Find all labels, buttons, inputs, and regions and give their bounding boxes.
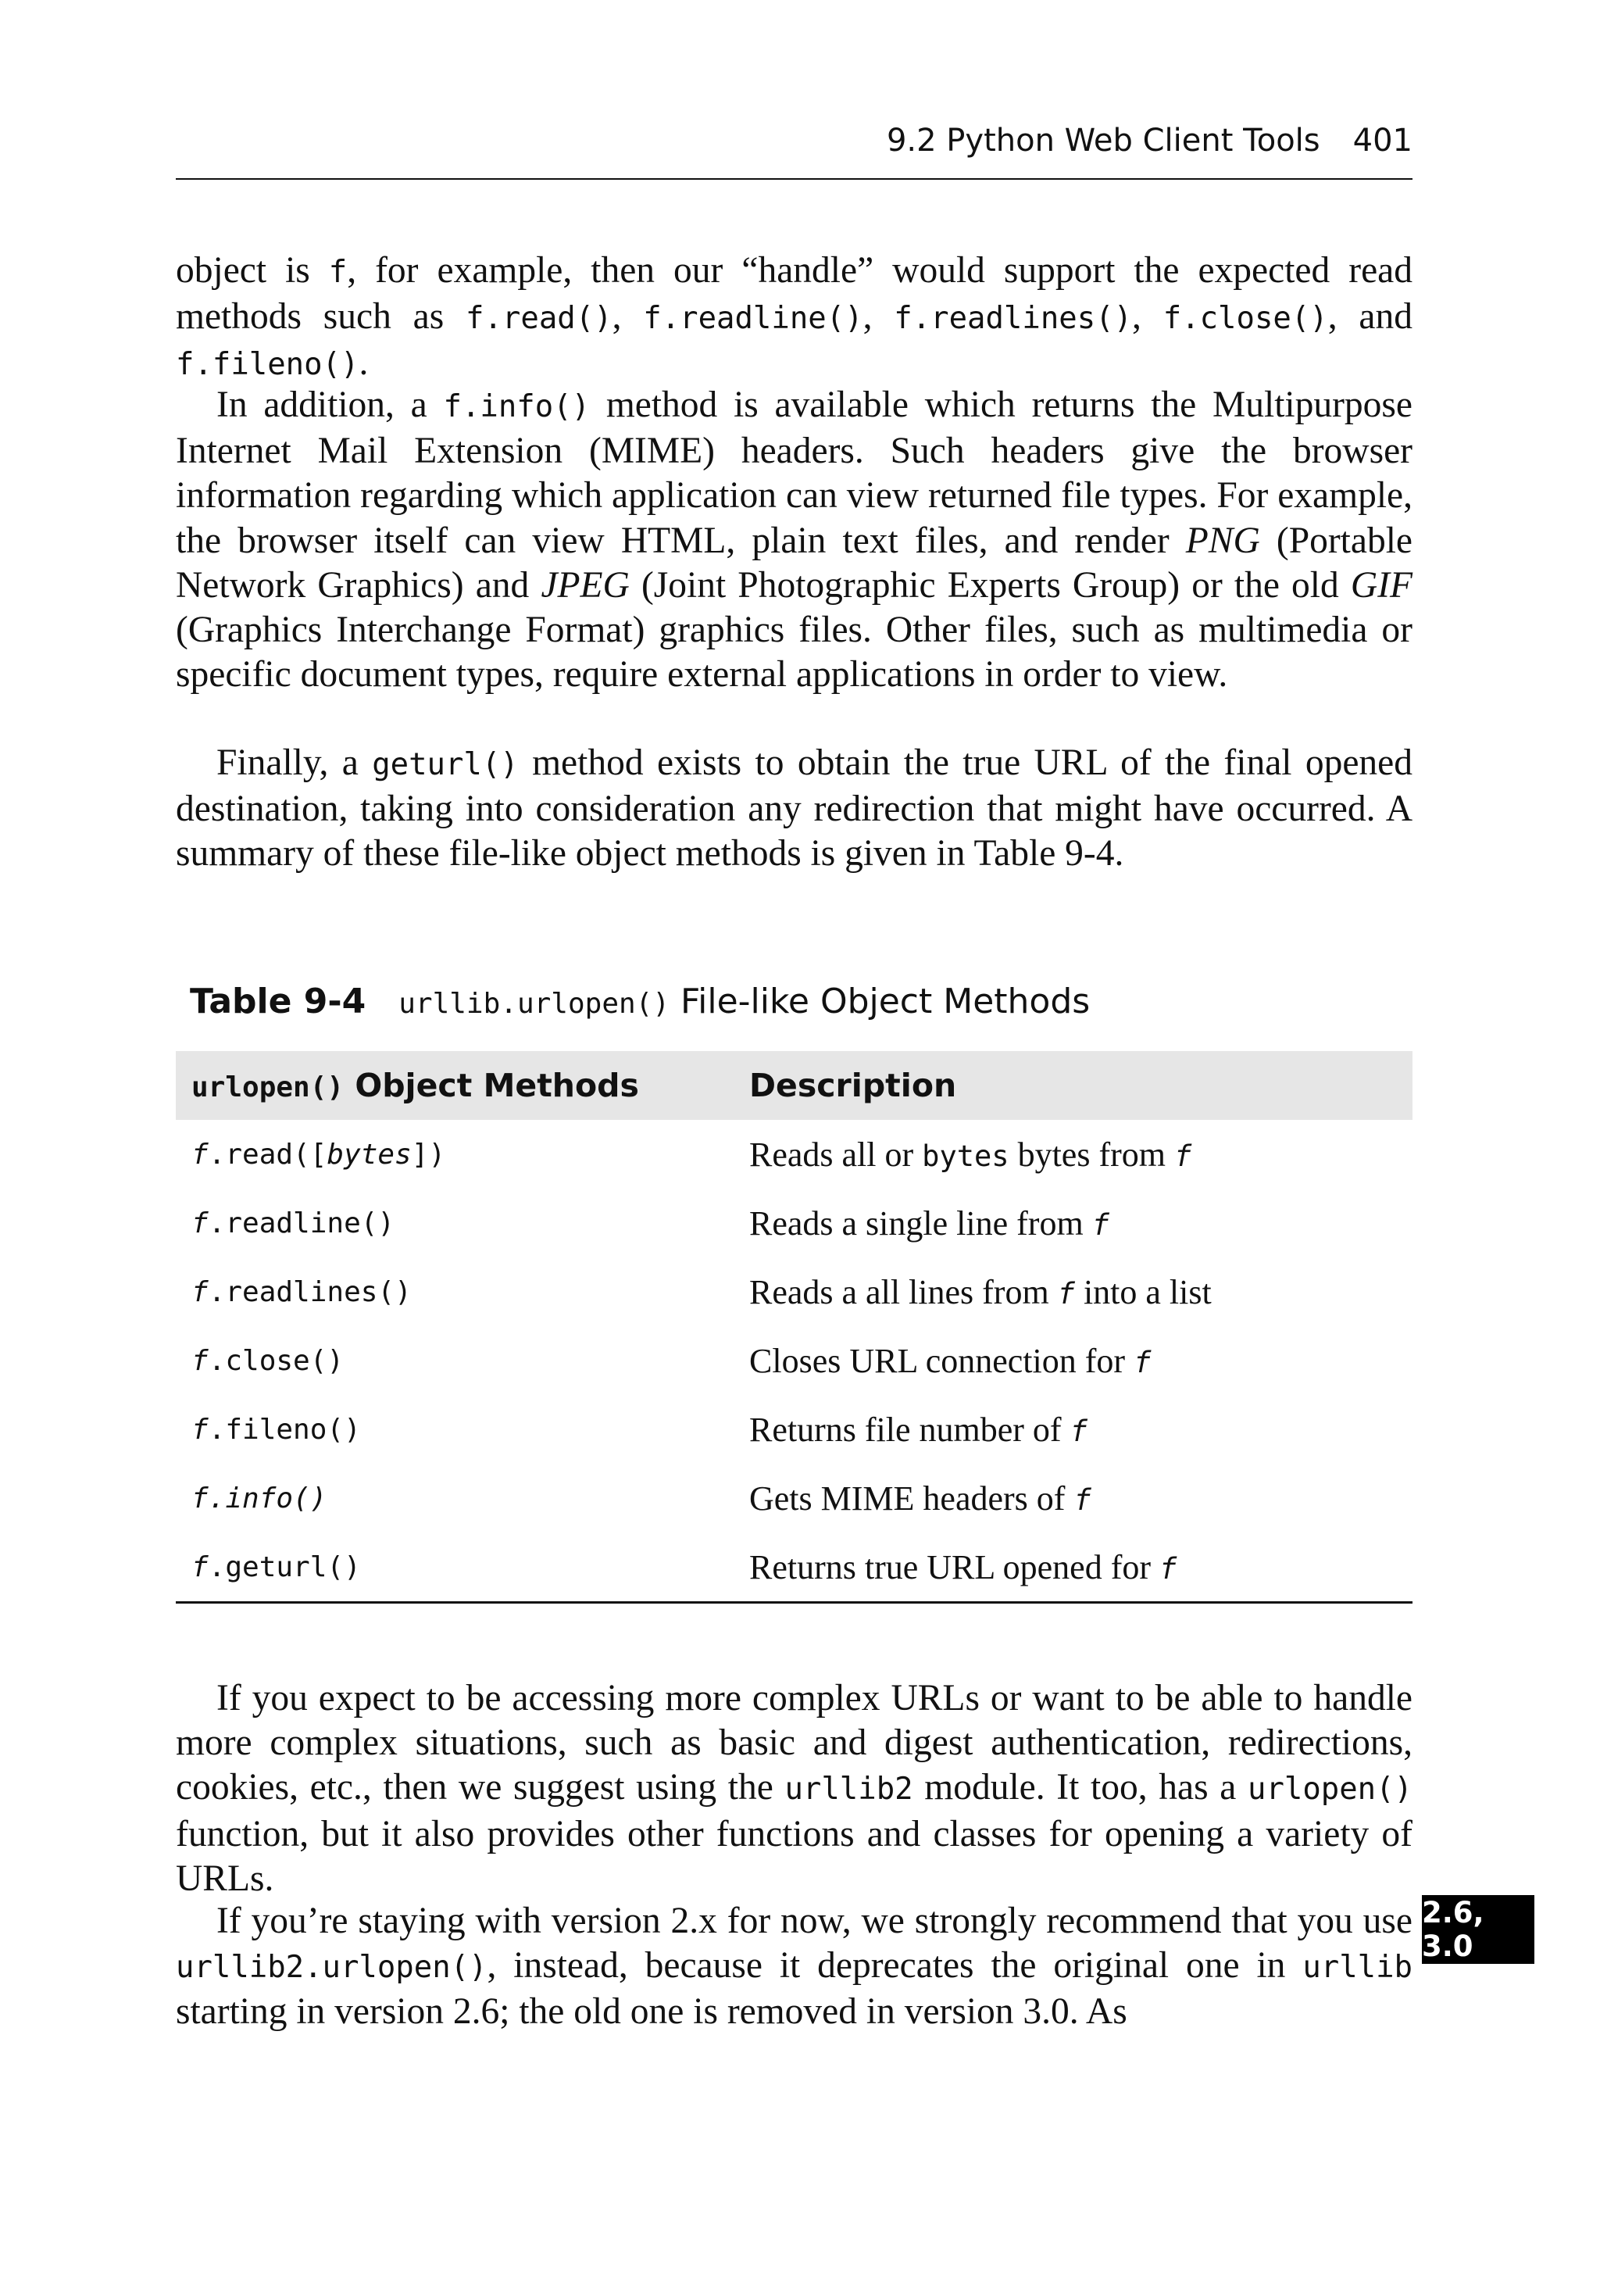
desc-var: f [1070,1414,1088,1448]
code: urllib2.urlopen() [176,1950,488,1986]
text: , [612,296,644,338]
text: object is [176,250,329,291]
header-text: Object Methods [355,1067,639,1104]
description-cell [749,1257,1412,1326]
text: (Joint Photographic Experts Group) or the old [629,564,1351,606]
method-text: .info() [208,1482,327,1515]
method-cell [176,1532,749,1603]
text: (Portable Network Graphics) and [176,520,1412,606]
body-paragraph-4 [176,1676,1412,1901]
running-head [176,117,1412,164]
methods-table [176,1051,1412,1604]
desc-text: Closes URL connection for [749,1341,1134,1380]
text: starting in version 2.6; the old one is removed in version 3.0. As [176,1991,1127,2033]
header-methods [176,1051,749,1120]
text: Finally, a [216,742,373,783]
var-f: f [191,1138,209,1171]
description-cell [749,1532,1412,1603]
page-number: 401 [1352,123,1412,159]
desc-text: Gets MIME headers of [749,1479,1074,1518]
desc-var: f [1173,1139,1192,1173]
method-text: .readlines() [208,1275,412,1308]
var-f: f [191,1550,209,1583]
description-cell [749,1464,1412,1532]
var-f: f [191,1482,209,1515]
code: urllib [1302,1950,1412,1986]
text: , [862,296,895,338]
text: In addition, a [216,384,444,425]
method-text: .readline() [208,1207,395,1239]
text: , instead, because it deprecates the original one in [487,1945,1303,1987]
desc-var: f [1073,1482,1091,1517]
method-text: .close() [208,1344,345,1377]
var-f: f [191,1207,209,1239]
header-description: Description [749,1051,1412,1120]
table-number: Table 9-4 [190,982,366,1021]
code: f.readline() [643,301,863,337]
table-row [176,1532,1412,1603]
caption-text: File-like Object Methods [680,982,1091,1021]
var-f: f [191,1344,209,1377]
desc-text: Reads a all lines from [749,1272,1058,1311]
method-cell [176,1464,749,1532]
text: . [359,342,369,384]
table-caption [190,977,1090,1029]
desc-text: Reads all or [749,1135,923,1174]
body-paragraph-3 [176,741,1412,877]
method-cell [176,1395,749,1464]
header-code: urlopen() [191,1071,345,1103]
code: f.info() [443,389,591,424]
method-cell [176,1189,749,1257]
table-row [176,1189,1412,1257]
text: , [1132,296,1163,338]
table-row [176,1464,1412,1532]
desc-var: f [1057,1276,1075,1311]
text: , and [1327,296,1412,338]
version-margin-note: 2.6, 3.0 [1422,1895,1534,1964]
method-arg: bytes [327,1138,412,1171]
text: , for example, then our “handle” would support the expected read methods such as [176,250,1412,338]
code: urlopen() [1248,1772,1412,1808]
var-f: f [191,1275,209,1308]
method-cell [176,1326,749,1395]
method-cell [176,1257,749,1326]
section-title: 9.2 Python Web Client Tools [886,123,1320,159]
code: f.read() [466,301,612,337]
description-cell [749,1395,1412,1464]
desc-var: f [1134,1345,1152,1379]
text: function, but it also provides other functions and classes for opening a variety of URLs. [176,1813,1412,1899]
table-row [176,1120,1412,1189]
table-row [176,1326,1412,1395]
text: module. It too, has a [912,1767,1248,1808]
text: method is available which returns the Multipurpose Internet Mail Extension (MIME) headers. Such headers give the browser information regarding which application can view returned file types. For example, the browser itself can view HTML, plain text files, and render [176,384,1412,561]
description-cell [749,1326,1412,1395]
code: f [328,255,348,290]
code: f.readlines() [894,301,1133,337]
desc-var: f [1091,1207,1109,1242]
text: If you expect to be accessing more complex URLs or want to be able to handle more complex situations, such as basic and digest authentication, redirections, cookies, etc., then we suggest using the [176,1678,1412,1808]
code: urllib2 [784,1772,913,1808]
method-text: .fileno() [208,1413,361,1446]
desc-text: Returns true URL opened for [749,1547,1160,1586]
method-text: .read([ [208,1138,327,1171]
italic-term: GIF [1350,564,1413,606]
text: If you’re staying with version 2.x for now, we strongly recommend that you use [216,1901,1412,1941]
code: geturl() [372,747,519,782]
text: (Graphics Interchange Format) graphics files. Other files, such as multimedia or specific document types, require external applications in order to view. [176,610,1412,696]
method-text: ]) [411,1138,446,1171]
desc-text: Reads a single line from [749,1203,1092,1243]
description-cell [749,1189,1412,1257]
header-rule [176,178,1412,180]
table-row [176,1395,1412,1464]
code: f.close() [1162,301,1328,337]
desc-text: bytes from [1009,1135,1174,1174]
desc-var: f [1159,1551,1177,1586]
italic-term: PNG [1185,520,1260,561]
body-paragraph-5 [176,1899,1412,2035]
caption-code: urllib.urlopen() [398,988,670,1020]
method-text: .geturl() [208,1550,361,1583]
method-cell [176,1120,749,1189]
text: method exists to obtain the true URL of the final opened destination, taking into consideration any redirection that might have occurred. A summary of these file-like object methods is given in Table 9-4. [176,742,1412,874]
body-paragraph-1 [176,249,1412,388]
desc-code: bytes [922,1139,1009,1173]
desc-text: into a list [1074,1272,1212,1311]
table-header-row [176,1051,1412,1120]
var-f: f [191,1413,209,1446]
table-row [176,1257,1412,1326]
italic-term: JPEG [541,564,630,606]
desc-text: Returns file number of [749,1410,1070,1449]
body-paragraph-2 [176,383,1412,697]
code: f.fileno() [176,347,359,383]
description-cell [749,1120,1412,1189]
